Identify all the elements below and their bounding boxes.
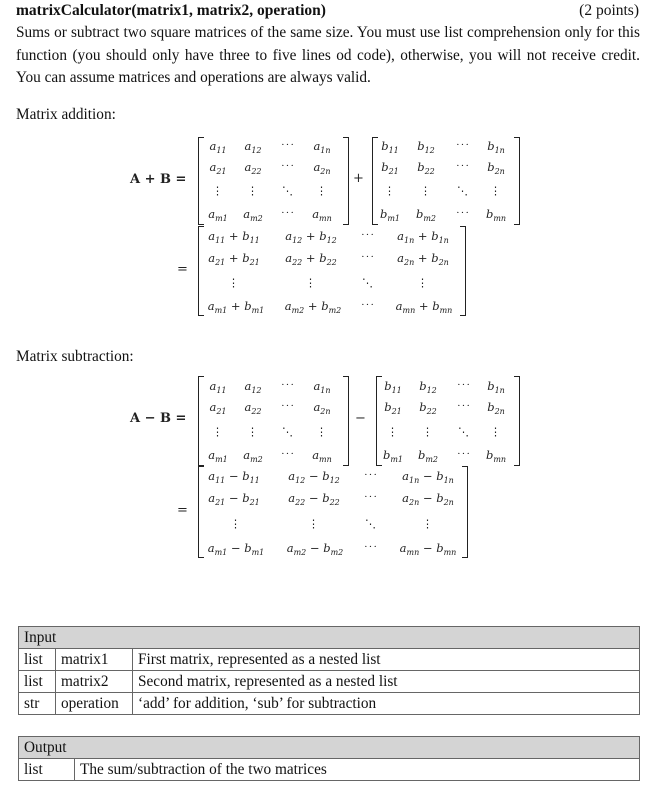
matrix-b: $b_{11}$ $b_{12}$ ··· $b_{1n}$ $b_{21}$ $b_{22}$ ··· $b_{2n}$ ⋮ ⋮ ⋱ ⋮ $b_{m1}$ $b_{m2}$ ··· $b_{mn}$ bbox=[379, 139, 507, 223]
param-description: ‘add’ for addition, ‘sub’ for subtraction bbox=[133, 693, 640, 715]
param-type: str bbox=[19, 693, 56, 715]
output-table bbox=[18, 736, 640, 781]
subtraction-operator: − bbox=[355, 411, 366, 426]
description: Sums or subtract two square matrices of the same size. You must use list comprehension only for this function (you should only have three to five lines od code), otherwise, you will not receive credit. You can assume matrices and operations are always valid. bbox=[16, 24, 640, 86]
table-row bbox=[19, 693, 640, 715]
matrix-b2: $b_{11}$ $b_{12}$ ··· $b_{1n}$ $b_{21}$ $b_{22}$ ··· $b_{2n}$ ⋮ ⋮ ⋱ ⋮ $b_{m1}$ $b_{m2}$ ··· $b_{mn}$ bbox=[382, 379, 507, 464]
param-description: First matrix, represented as a nested list bbox=[133, 649, 640, 671]
matrix-a2: $a_{11}$ $a_{12}$ ··· $a_{1n}$ $a_{21}$ $a_{22}$ ··· $a_{2n}$ ⋮ ⋮ ⋱ ⋮ $a_{m1}$ $a_{m2}$ ··· $a_{mn}$ bbox=[208, 379, 332, 464]
param-type: list bbox=[19, 671, 56, 693]
difference-matrix: $a_{11} - b_{11}$ $a_{12} - b_{12}$ ··· $a_{1n} - b_{1n}$ $a_{21} - b_{21}$ $a_{22} - b_{22}$ ··· $a_{2n} - b_{2n}$ ⋮ ⋮ ⋱ ⋮ $a_{m1} - b_{m1}$ $a_{m2} - b_{m2}$ ··· $a_{mn} - b_{mn}$ bbox=[207, 469, 457, 557]
output-table-title: Output bbox=[19, 737, 640, 759]
addition-section-label: Matrix addition: bbox=[16, 106, 116, 123]
sum-matrix: $a_{11} + b_{11}$ $a_{12} + b_{12}$ ··· $a_{1n} + b_{1n}$ $a_{21} + b_{21}$ $a_{22} + b_{22}$ ··· $a_{2n} + b_{2n}$ ⋮ ⋮ ⋱ ⋮ $a_{m1} + b_{m1}$ $a_{m2} + b_{m2}$ ··· $a_{mn} + b_{mn}$ bbox=[207, 229, 453, 315]
table-row bbox=[19, 649, 640, 671]
input-table bbox=[18, 626, 640, 715]
function-signature: matrixCalculator(matrix1, matrix2, operation) bbox=[16, 2, 326, 19]
subtraction-section-label: Matrix subtraction: bbox=[16, 348, 134, 365]
param-description: Second matrix, represented as a nested list bbox=[133, 671, 640, 693]
subtraction-lhs: A − B = bbox=[130, 411, 187, 426]
input-table-title: Input bbox=[19, 627, 640, 649]
table-row bbox=[19, 671, 640, 693]
subtraction-result-equals: = bbox=[177, 503, 188, 518]
return-description: The sum/subtraction of the two matrices bbox=[75, 759, 640, 781]
matrix-a: $a_{11}$ $a_{12}$ ··· $a_{1n}$ $a_{21}$ $a_{22}$ ··· $a_{2n}$ ⋮ ⋮ ⋱ ⋮ $a_{m1}$ $a_{m2}$ ··· $a_{mn}$ bbox=[208, 139, 332, 223]
param-name: operation bbox=[56, 693, 133, 715]
return-type: list bbox=[19, 759, 75, 781]
addition-result-equals: = bbox=[177, 262, 188, 277]
addition-operator: + bbox=[353, 171, 364, 186]
addition-lhs: A + B = bbox=[130, 172, 187, 187]
points-label: (2 points) bbox=[579, 2, 639, 19]
param-name: matrix2 bbox=[56, 671, 133, 693]
table-row bbox=[19, 759, 640, 781]
param-name: matrix1 bbox=[56, 649, 133, 671]
param-type: list bbox=[19, 649, 56, 671]
